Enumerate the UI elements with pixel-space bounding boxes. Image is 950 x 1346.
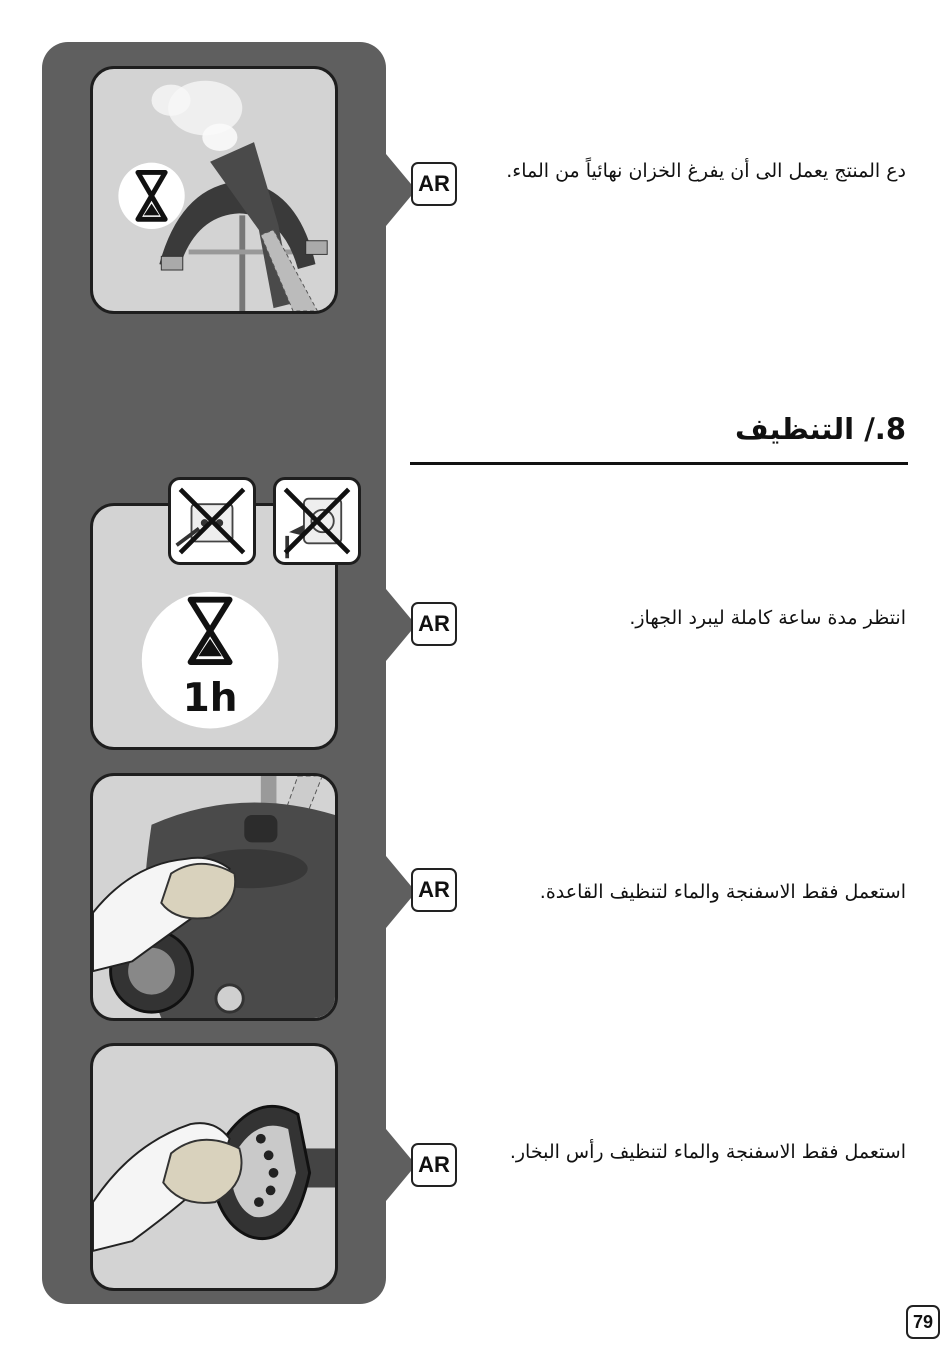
step-text: دع المنتج يعمل الى أن يفرغ الخزان نهائياً من الماء. [506, 160, 906, 182]
step-text: انتظر مدة ساعة كاملة ليبرد الجهاز. [629, 607, 906, 629]
language-badge: AR [411, 868, 457, 912]
no-socket-icon [273, 477, 361, 565]
steamer-head-on-hanger-icon [90, 66, 338, 314]
page-number: 79 [906, 1305, 940, 1339]
sponge-cleaning-head-icon [90, 1043, 338, 1291]
language-badge: AR [411, 602, 457, 646]
language-badge: AR [411, 162, 457, 206]
section-heading: 8./ التنظيف [734, 412, 906, 446]
timer-label: 1h [182, 675, 238, 721]
step-text: استعمل فقط الاسفنجة والماء لتنظيف القاعدة. [539, 881, 906, 903]
sponge-cleaning-base-icon [90, 773, 338, 1021]
no-plug-icon [168, 477, 256, 565]
language-badge: AR [411, 1143, 457, 1187]
heading-rule [410, 462, 908, 465]
step-text: استعمل فقط الاسفنجة والماء لتنظيف رأس البخار. [509, 1141, 906, 1163]
